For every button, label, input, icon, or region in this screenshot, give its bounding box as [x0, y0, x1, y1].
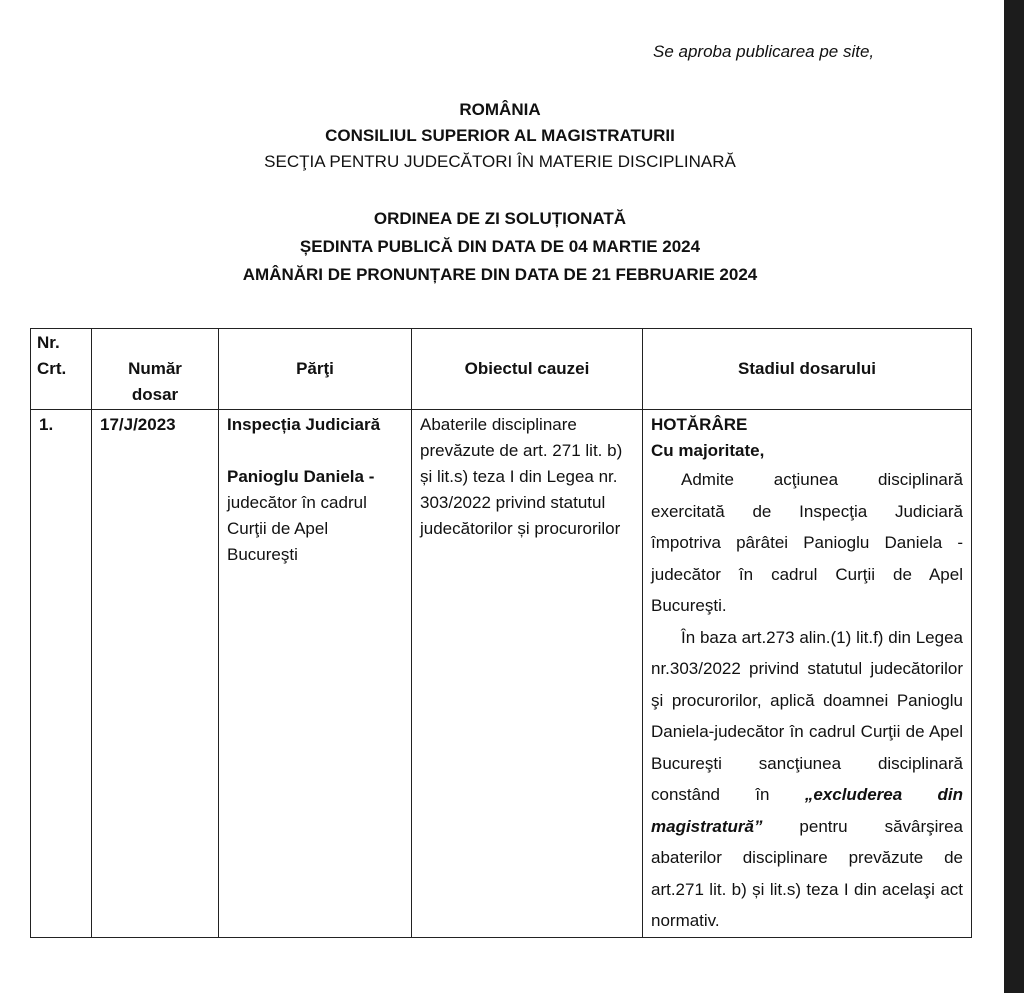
title-line-3: AMÂNĂRI DE PRONUNȚARE DIN DATA DE 21 FEBRUARIE 2024 — [242, 265, 758, 284]
ruling-subheading: Cu majoritate, — [651, 441, 765, 460]
header-nr-line1: Nr. — [37, 333, 60, 352]
cell-stadiu — [643, 410, 972, 938]
cell-nr: 1. — [31, 410, 92, 938]
header-institution: CONSILIUL SUPERIOR AL MAGISTRATURII — [325, 126, 675, 145]
party-inspectia: Inspecția Judiciară — [227, 415, 381, 434]
title-line-2: ȘEDINTA PUBLICĂ DIN DATA DE 04 MARTIE 2024 — [299, 237, 701, 256]
header-dosar-line1: Număr — [128, 359, 182, 378]
table-row — [31, 410, 972, 938]
cell-obiect: Abaterile disciplinare prevăzute de art. 271 lit. b) și lit.s) teza I din Legea nr. 303/2022 privind statutul judecătorilor și procurorilor — [412, 410, 643, 938]
header-obiect: Obiectul cauzei — [412, 329, 643, 410]
document-title — [0, 205, 1000, 289]
ruling-paragraph-1: Admite acţiunea disciplinară exercitată de Inspecţia Judiciară împotriva pârâtei Panioglu Daniela -judecător în cadrul Curţii de Apel Bucureşti. — [651, 470, 963, 615]
ruling-heading: HOTĂRÂRE — [651, 415, 748, 434]
header-section: SECŢIA PENTRU JUDECĂTORI ÎN MATERIE DISCIPLINARĂ — [264, 152, 736, 171]
ruling-p2-after: pentru săvârşirea abaterilor disciplinare prevăzute de art.271 lit. b) și lit.s) teza I din acelaşi act normativ. — [651, 816, 963, 930]
header-nr-crt — [31, 329, 92, 410]
header-stadiu: Stadiul dosarului — [643, 329, 972, 410]
cell-dosar: 17/J/2023 — [92, 410, 219, 938]
header-dosar-line2: dosar — [131, 385, 179, 404]
party-panioglu: Panioglu Daniela - — [227, 467, 375, 486]
table-header-row — [31, 329, 972, 410]
cell-parti — [219, 410, 412, 938]
header-parti: Părţi — [219, 329, 412, 410]
party-description: judecător în cadrul Curţii de Apel Bucureşti — [227, 493, 367, 564]
ruling-sanction: „excluderea din magistratură” — [651, 785, 963, 836]
document-header — [0, 97, 1000, 175]
header-nr-line2: Crt. — [37, 359, 67, 378]
case-table — [30, 328, 972, 938]
ruling-p2-before: În baza art.273 alin.(1) lit.f) din Legea nr.303/2022 privind statutul judecătorilor şi procurorilor, aplică doamnei Panioglu Daniela-judecător în cadrul Curţii de Apel Bucureşti sancţiunea disciplinară constând în — [651, 627, 963, 804]
approval-note: Se aproba publicarea pe site, — [653, 42, 875, 61]
header-country: ROMÂNIA — [459, 100, 541, 119]
header-numar-dosar — [92, 329, 219, 410]
title-line-1: ORDINEA DE ZI SOLUȚIONATĂ — [373, 209, 627, 228]
screen-edge-bar — [1004, 0, 1024, 993]
ruling-paragraph-2 — [651, 622, 963, 937]
